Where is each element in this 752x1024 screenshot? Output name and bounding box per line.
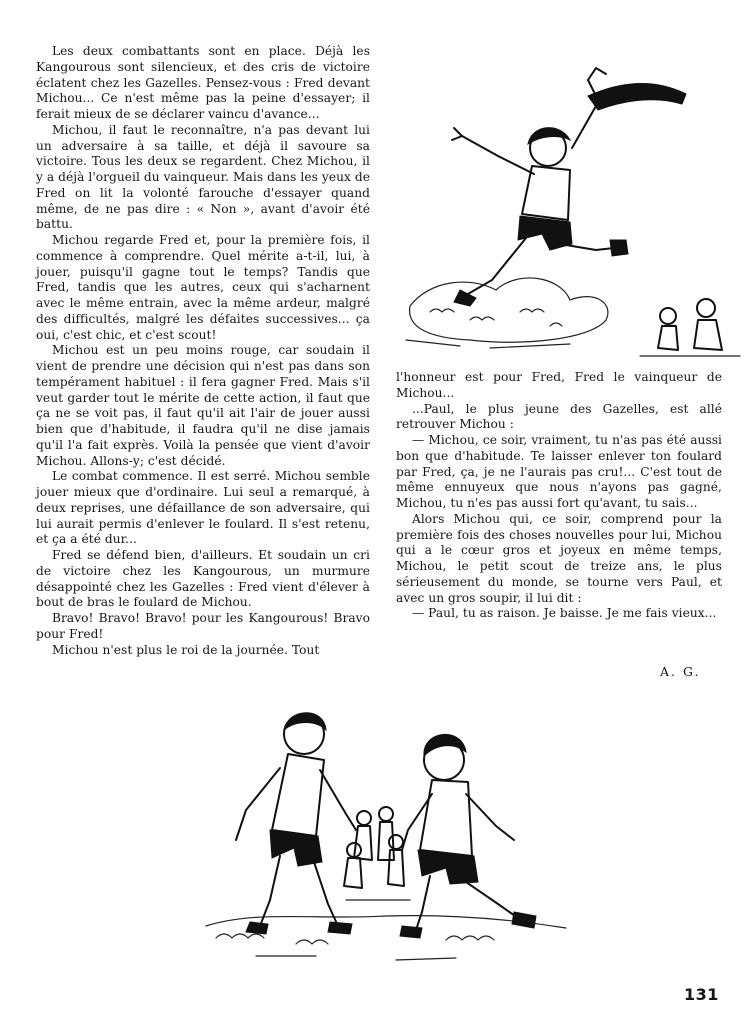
wrestling-match-illustration [196,690,576,970]
paragraph: Michou, il faut le reconnaître, n'a pas devant lui un adversaire à sa taille, et déjà il savoure sa victoire. Tous les deux se regardent. Chez Michou, il y a déjà l'orgueil du vainqueur. Mais dans les yeux de Fred on lit la volonté farouche d'essayer quand même, de ne pas dire : « Non », avant d'avoir été battu. [36,122,370,232]
page-number: 131 [684,985,719,1004]
author-signature: A. G. [660,664,701,679]
paragraph: Les deux combattants sont en place. Déjà les Kangourous sont silencieux, et des cris de victoire éclatent chez les Gazelles. Pensez-vous : Fred devant Michou... Ce n'est même pas la peine d'essayer; il ferait mieux de se déclarer vaincu d'avance... [36,44,370,121]
right-text-column [396,370,722,622]
victory-leap-illustration [400,44,746,362]
paragraph: Michou regarde Fred et, pour la première fois, il commence à comprendre. Quel mérite a-t-il, lui, à jouer, puisqu'il gagne tout le temps? Tandis que Fred, tandis que les autres, ceux qui s'acharnent avec le même entrain, avec la même ardeur, malgré des difficultés, malgré les défaites successives... ça oui, c'est chic, et c'est scout! [36,233,370,342]
paragraph: Michou est un peu moins rouge, car soudain il vient de prendre une décision qui n'est pas dans son tempérament habituel : il fera gagner Fred. Mais s'il veut garder tout le mérite de cette action, il faut que ça ne se voit pas, il faut qu'il ait l'air de jouer aussi bien que d'habitude, il faudra qu'il ne dise jamais qu'il l'a fait exprès. Voilà la pensée que vient d'avoir Michou. Allons-y; c'est décidé. [36,343,370,468]
paragraph: Alors Michou qui, ce soir, comprend pour la première fois des choses nouvelles pour lui, Michou qui a le cœur gros et joyeux en même temps, Michou, le petit scout de treize ans, le plus sérieusement du monde, se tourne vers Paul, et avec un gros soupir, il lui dit : [396,511,722,605]
paragraph: ...Paul, le plus jeune des Gazelles, est allé retrouver Michou : [396,401,722,432]
paragraph: l'honneur est pour Fred, Fred le vainqueur de Michou... [396,370,722,400]
paragraph: Fred se défend bien, d'ailleurs. Et soudain un cri de victoire chez les Kangourous, un murmure désappointé chez les Gazelles : Fred vient d'élever à bout de bras le foulard de Michou. [36,548,370,610]
paragraph: Bravo! Bravo! Bravo! pour les Kangourous! Bravo pour Fred! [36,611,370,641]
paragraph: Le combat commence. Il est serré. Michou semble jouer mieux que d'ordinaire. Lui seul a remarqué, à deux reprises, une défaillance de son adversaire, qui lui aurait permis d'enlever le foulard. Il s'est retenu, et ça a été dur... [36,469,370,547]
paragraph: — Paul, tu as raison. Je baisse. Je me fais vieux... [412,606,717,621]
paragraph: Michou n'est plus le roi de la journée. Tout [52,642,320,657]
paragraph: — Michou, ce soir, vraiment, tu n'as pas été aussi bon que d'habitude. Te laisser enlever ton foulard par Fred, ça, je ne l'aurais pas cru!... C'est tout de même ennuyeux que nous n'ayons pas gagné, Michou, tu n'es pas aussi fort qu'avant, tu sais... [396,433,722,510]
left-text-column [36,44,370,658]
